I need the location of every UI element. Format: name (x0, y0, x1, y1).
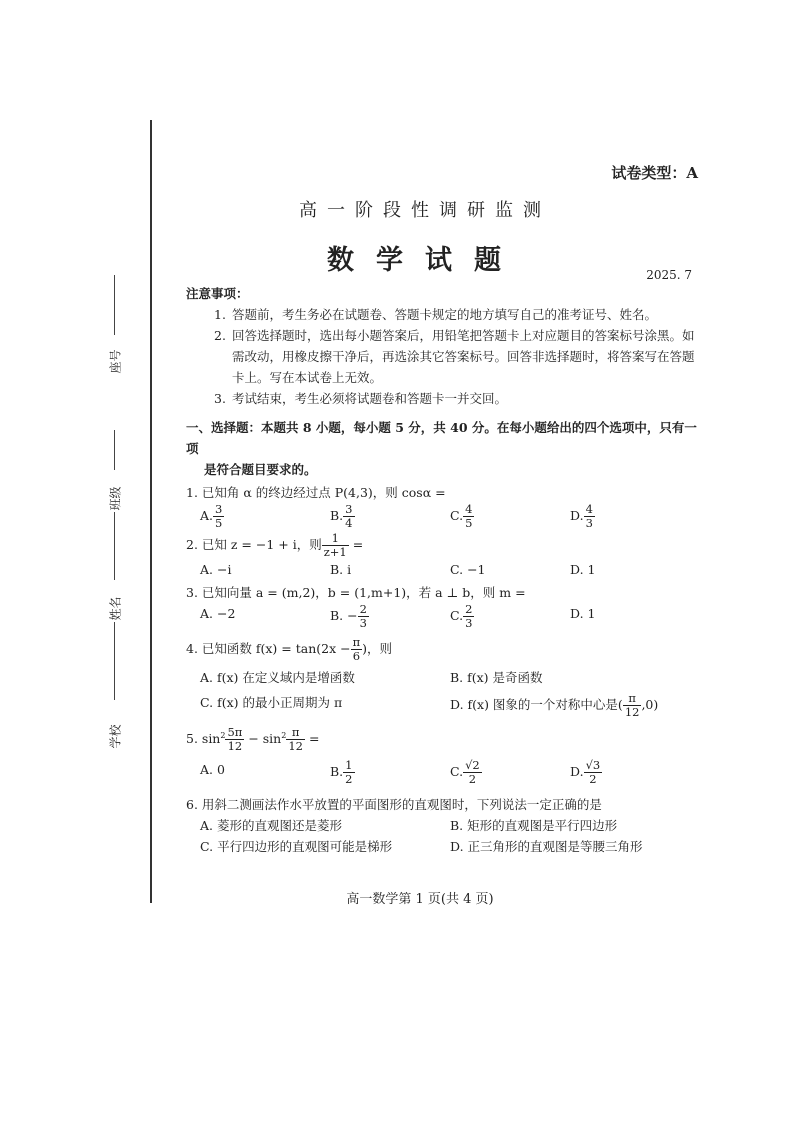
school-label: 学校 (108, 724, 123, 749)
notice-heading: 注意事项： (186, 286, 249, 301)
option-c: C. $\frac{2}{3}$ (450, 602, 473, 630)
exam-subtitle: 高一阶段性调研监测 (299, 200, 551, 221)
question-stem: 4. 已知函数 f(x) = tan(2x − $\frac{\pi}{6}$ )，则 (186, 635, 393, 663)
question-stem: 5. $\sin^2$ $\frac{5\pi}{12}$ − $\sin^2$ $\frac{\pi}{12}$ = (186, 725, 320, 754)
option-a: A. $\frac{3}{5}$ (200, 502, 223, 530)
paper-type: 试卷类型：A (611, 164, 698, 182)
notice-list (186, 304, 706, 409)
notice-item: 1. 答题前，考生务必在试题卷、答题卡规定的地方填写自己的准考证号、姓名。 (214, 307, 658, 322)
question-options (186, 759, 706, 786)
question-stem: 2. 已知 z = −1 + i，则 $\frac{1}{z+1}$ = (186, 531, 364, 559)
question-options (186, 559, 706, 580)
page-footer: 高一数学第 1 页(共 4 页) (346, 892, 494, 907)
option-c: C. f(x) 的最小正周期为 π (200, 695, 343, 710)
question-4 (186, 636, 706, 719)
option-d: D. f(x) 图象的一个对称中心是( $\frac{\pi}{12}$ ,0) (450, 691, 659, 719)
question-options (186, 667, 706, 688)
exam-title: 数学试题 (327, 245, 523, 276)
section-heading: 一、选择题：本题共 8 小题，每小题 5 分，共 40 分。在每小题给出的四个选项中，只有一项 (186, 420, 697, 456)
option-c: C. 平行四边形的直观图可能是梯形 (200, 839, 393, 855)
question-options (186, 836, 706, 857)
option-a: A. −2 (200, 606, 236, 621)
option-b: B. $\frac{1}{2}$ (330, 758, 353, 787)
seat-label: 座号 (108, 349, 123, 374)
side-field-class (103, 430, 127, 550)
side-field-seat (103, 275, 127, 385)
option-d: D. 1 (570, 562, 596, 577)
side-field-school (103, 660, 127, 749)
option-b: B. $\frac{3}{4}$ (330, 502, 353, 530)
option-b: B. − $\frac{2}{3}$ (330, 602, 367, 630)
question-5 (186, 725, 706, 786)
option-a: A. −i (200, 562, 232, 577)
class-label: 班级 (108, 486, 123, 511)
notice-item: 3. 考试结束，考生必须将试题卷和答题卡一并交回。 (214, 391, 508, 406)
notice-item: 2. 回答选择题时，选出每小题答案后，用铅笔把答题卡上对应题目的答案标号涂黑。如需改动，用橡皮擦干净后，再选涂其它答案标号。回答非选择题时，将答案写在答题卡上。写在本试卷上无效。 (214, 328, 695, 385)
question-stem: 1. 已知角 α 的终边经过点 P(4,3)，则 cosα = (186, 485, 446, 500)
option-c: C. $\frac{√2}{2}$ (450, 758, 480, 787)
option-d: D. $\frac{√3}{2}$ (570, 758, 601, 787)
option-d: D. 1 (570, 606, 596, 621)
exam-content (186, 283, 706, 857)
question-stem: 3. 已知向量 a = (m,2)，b = (1,m+1)，若 a ⊥ b，则 m = (186, 585, 526, 600)
question-1 (186, 482, 706, 530)
question-2 (186, 532, 706, 580)
option-c: C. −1 (450, 562, 486, 577)
option-b: B. f(x) 是奇函数 (450, 670, 543, 685)
side-field-name (103, 550, 127, 660)
question-6 (186, 794, 706, 857)
option-d: D. $\frac{4}{3}$ (570, 502, 593, 530)
question-options (186, 603, 706, 630)
name-label: 姓名 (108, 596, 123, 621)
question-stem: 6. 用斜二测画法作水平放置的平面图形的直观图时，下列说法一定正确的是 (186, 797, 602, 813)
option-b: B. 矩形的直观图是平行四边形 (450, 818, 618, 834)
option-d: D. 正三角形的直观图是等腰三角形 (450, 839, 643, 855)
section-heading-cont: 是符合题目要求的。 (204, 462, 317, 477)
option-a: A. f(x) 在定义域内是增函数 (200, 670, 355, 685)
option-a: A. 菱形的直观图还是菱形 (200, 818, 342, 834)
question-options (186, 692, 706, 719)
question-3 (186, 582, 706, 630)
option-c: C. $\frac{4}{5}$ (450, 502, 473, 530)
question-options (186, 503, 706, 530)
exam-date: 2025. 7 (646, 268, 692, 282)
option-b: B. i (330, 562, 352, 577)
option-a: A. 0 (200, 762, 225, 778)
question-options (186, 815, 706, 836)
